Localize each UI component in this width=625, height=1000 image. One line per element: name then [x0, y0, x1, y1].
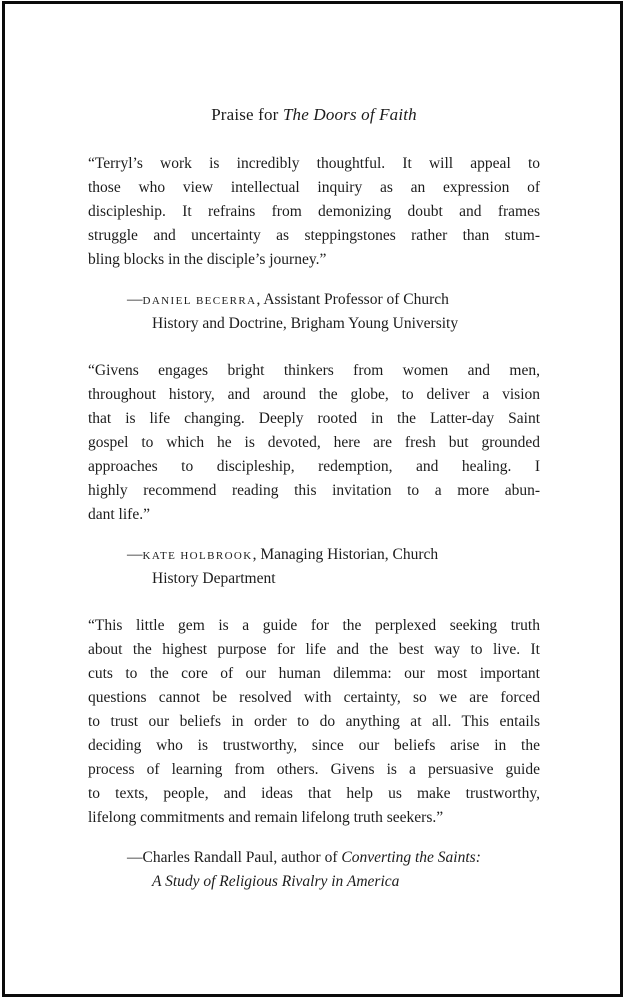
- attribution-line1: [88, 288, 540, 312]
- attribution: [88, 543, 540, 591]
- attribution-line1: [88, 846, 540, 870]
- quote-text: [88, 359, 540, 527]
- quote-line: process of learning from others. Givens is a persuasive guide: [88, 761, 540, 778]
- attribution-text: , Assistant Professor of Church: [256, 291, 449, 308]
- quote-line: discipleship. It refrains from demonizing doubt and frames: [88, 203, 540, 220]
- quote-line: struggle and uncertainty as steppingstones rather than stum-: [88, 227, 540, 244]
- quote-line: approaches to discipleship, redemption, and healing. I: [88, 458, 540, 475]
- attribution-text: —Charles Randall Paul, author of: [127, 849, 342, 866]
- book-title-italic: The Doors of Faith: [282, 105, 417, 124]
- quote-line: to trust our beliefs in order to do anything at all. This entails: [88, 713, 540, 730]
- attribution-line1: [88, 543, 540, 567]
- title-prefix: Praise for: [211, 105, 283, 124]
- quote-line: dant life.”: [88, 506, 150, 523]
- attribution-text: History and Doctrine, Brigham Young University: [152, 315, 459, 332]
- attribution-text: History Department: [152, 570, 276, 587]
- quote-block-3: [88, 614, 540, 894]
- quote-block-2: [88, 359, 540, 591]
- quote-block-1: [88, 152, 540, 336]
- author-name: Daniel Becerra: [142, 291, 257, 308]
- quote-line: deciding who is trustworthy, since our beliefs arise in the: [88, 737, 540, 754]
- quote-line: lifelong commitments and remain lifelong truth seekers.”: [88, 809, 444, 826]
- quote-text: [88, 614, 540, 830]
- quote-line: cuts to the core of our human dilemma: our most important: [88, 665, 540, 682]
- quote-line: highly recommend reading this invitation to a more abun-: [88, 482, 540, 499]
- cited-book-title: Converting the Saints:: [341, 849, 481, 866]
- quote-line: bling blocks in the disciple’s journey.”: [88, 251, 327, 268]
- quote-line: that is life changing. Deeply rooted in the Latter-day Saint: [88, 410, 540, 427]
- author-name: Kate Holbrook: [142, 546, 253, 563]
- quote-line: about the highest purpose for life and the best way to live. It: [88, 641, 540, 658]
- page-content: [88, 0, 540, 894]
- attribution-line2: [88, 312, 540, 336]
- attribution: [88, 846, 540, 894]
- attribution-text: —: [127, 546, 143, 563]
- cited-book-title: A Study of Religious Rivalry in America: [152, 873, 400, 890]
- quote-line: those who view intellectual inquiry as an expression of: [88, 179, 540, 196]
- attribution-line2: [88, 567, 540, 591]
- quote-line: gospel to which he is devoted, here are fresh but grounded: [88, 434, 540, 451]
- quote-line: throughout history, and around the globe, to deliver a vision: [88, 386, 540, 403]
- attribution-text: —: [127, 291, 143, 308]
- quote-line: “Terryl’s work is incredibly thoughtful. It will appeal to: [88, 155, 540, 172]
- quote-line: “This little gem is a guide for the perplexed seeking truth: [88, 617, 540, 634]
- page-title: [88, 103, 540, 127]
- attribution-text: , Managing Historian, Church: [252, 546, 439, 563]
- quote-line: “Givens engages bright thinkers from women and men,: [88, 362, 540, 379]
- attribution-line2: [88, 870, 540, 894]
- quote-line: questions cannot be resolved with certainty, so we are forced: [88, 689, 540, 706]
- attribution: [88, 288, 540, 336]
- quote-text: [88, 152, 540, 272]
- quote-line: to texts, people, and ideas that help us make trustworthy,: [88, 785, 540, 802]
- praise-quotes: [88, 152, 540, 894]
